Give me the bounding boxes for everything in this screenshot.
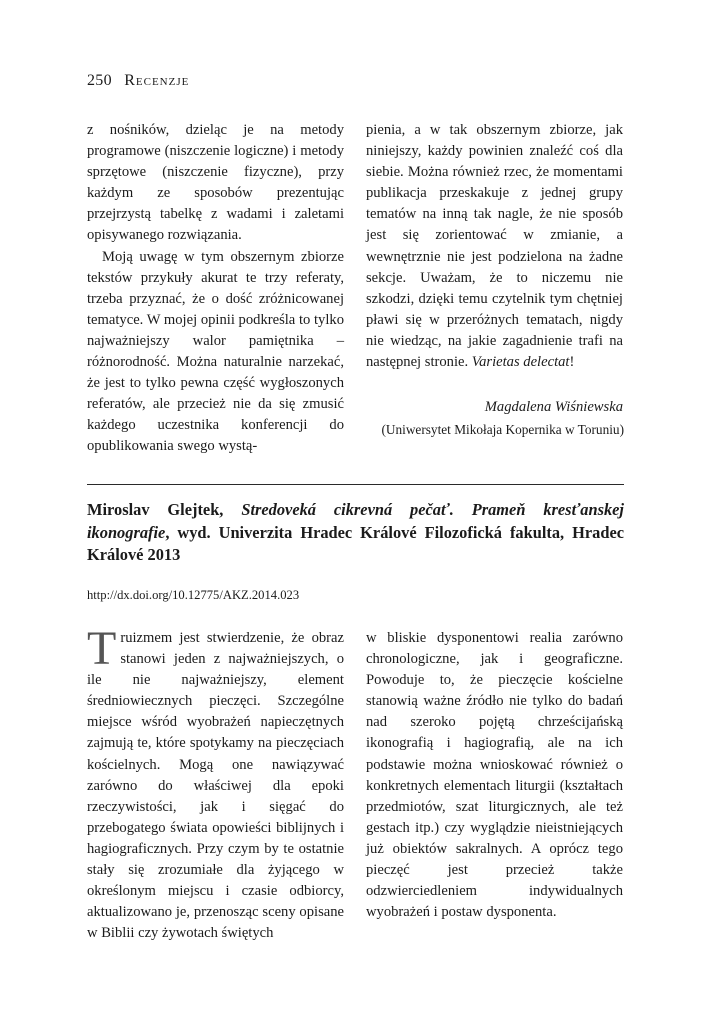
previous-review-left-column xyxy=(87,120,344,458)
section-title: Recenzje xyxy=(124,72,190,89)
review-heading xyxy=(87,499,624,567)
paragraph: Moją uwagę w tym obszernym zbiorze tekstów przykuły akurat te trzy referaty, trzeba przyznać, że o dość zróżnicowanej tematyce. W mojej opinii podkreśla to tylko najważniejszy walor pamiętnika – różnorodność. Można naturalnie narzekać, że jest to tylko pewna część wygłoszonych referatów, ale przecież nie da się zmusić każdego uczestnika konferencji do opublikowania swego wystą- xyxy=(87,248,344,455)
review-left-column xyxy=(87,622,344,944)
page-number: 250 xyxy=(87,72,112,89)
drop-cap: T xyxy=(87,622,117,675)
reviewer-name: Magdalena Wiśniewska xyxy=(484,399,623,415)
latin-phrase: Varietas delectat xyxy=(471,354,570,371)
closing-mark: ! xyxy=(569,354,575,371)
paragraph xyxy=(366,120,623,373)
paragraph: z nośników, dzieląc je na metody programowe (niszczenie logiczne) i metody sprzętowe (niszczenie fizyczne), przy każdym ze sposobów prezentując przejrzystą tabelkę z wadami i zaletami opisywanego rozwiązania. xyxy=(87,122,344,244)
previous-review-right-column xyxy=(366,120,623,373)
book-publisher: , wyd. Univerzita Hradec Králové Filozofická fakulta, Hradec Králové 2013 xyxy=(87,522,624,564)
section-divider xyxy=(87,484,624,485)
paragraph: w bliskie dysponentowi realia zarówno chronologiczne, jak i geograficzne. Powoduje to, że pieczęcie kościelne stanowią ważne źródło nie tylko do badań nad szeroko pojętą chrześcijańską ikonografią i hagiografią, ale na ich podstawie można wnioskować również o konkretnych elementach liturgii (kształtach przedmiotów, szat liturgicznych, ale też gestach itp.) czy wyglądzie nieistniejących już obiektów sakralnych. A oprócz tego pieczęć jest przecież także odzwierciedleniem indywidualnych wyobrażeń i postaw dysponenta. xyxy=(366,630,623,921)
review-right-column xyxy=(366,628,623,923)
paragraph-text: ruizmem jest stwierdzenie, że obraz stanowi jeden z najważniejszych, o ile nie najważniejszy, element średniowiecznych pieczęci. Szczególne miejsce wśród wyobrażeń napieczętnych zajmują te, które spotykamy na pieczęciach kościelnych. Mogą one nawiązywać zarówno do właściwej dla epoki rzeczywistości, jak i sięgać do przebogatego świata opowieści biblijnych i hagiograficznych. Przy czym by te ostatnie stały się zrozumiałe dla żyjącego w określonym miejscu i czasie odbiorcy, aktualizowano je, przenosząc sceny opisane w Biblii czy żywotach świętych xyxy=(87,630,344,942)
reviewer-affiliation: (Uniwersytet Mikołaja Kopernika w Toruniu) xyxy=(381,422,624,437)
paragraph xyxy=(87,622,344,944)
book-title: Stredoveká cikrevná pečať. Prameň kresťanskej ikonografie xyxy=(87,500,624,542)
doi-link[interactable]: http://dx.doi.org/10.12775/AKZ.2014.023 xyxy=(87,588,300,602)
paragraph-text: pienia, a w tak obszernym zbiorze, jak niniejszy, każdy powinien znaleźć coś dla siebie. Można również rzec, że momentami publikacja przeskakuje z jednej grupy tematów na inną tak nagle, że nie sposób jest się zorientować w zmianie, a wewnętrznie nie jest podzielona na żadne sekcje. Uważam, że to niczemu nie szkodzi, dzięki temu czytelnik tym chętniej pławi się w przeróżnych tematach, nigdy nie wiedząc, na jakie zagadnienie trafi na następnej stronie. xyxy=(366,122,623,371)
running-head xyxy=(87,72,189,90)
book-author: Miroslav Glejtek, xyxy=(87,500,224,519)
